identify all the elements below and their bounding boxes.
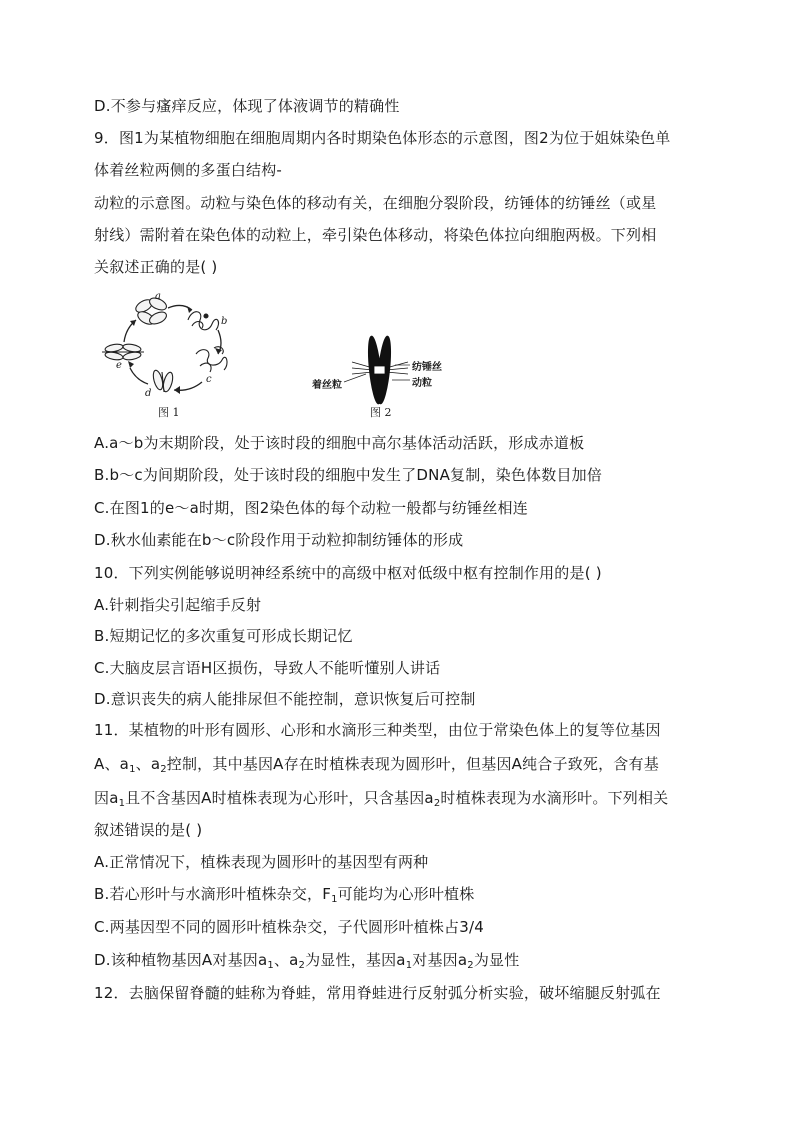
q9-stem-line-4: 射线）需附着在染色体的动粒上，牵引染色体移动，将染色体拉向细胞两极。下列相: [94, 226, 657, 244]
q11-stem-line-1: 11．某植物的叶形有圆形、心形和水滴形三种类型，由位于常染色体上的复等位基因: [94, 721, 661, 739]
q11-option-d: D.该种植物基因A对基因$a_1$、$a_2$为显性，基因$a_1$对基因$a_2$为显性: [94, 951, 520, 971]
figure-2-leader-lines: [340, 360, 410, 390]
q11-stem-line-4: 叙述错误的是( ): [94, 821, 203, 839]
q11-option-c: C.两基因型不同的圆形叶植株杂交，子代圆形叶植株占3/4: [94, 918, 484, 936]
chromosome-stage-a: [134, 296, 169, 327]
figure-2-caption: 图 2: [370, 406, 392, 419]
q11-option-b: B.若心形叶与水滴形叶植株杂交，$F_1$可能均为心形叶植株: [94, 885, 475, 905]
label-centromere: 着丝粒: [312, 380, 342, 391]
q9-stem-line-5: 关叙述正确的是( ): [94, 258, 218, 276]
q10-option-a: A.针刺指尖引起缩手反射: [94, 596, 262, 614]
q10-option-d: D.意识丧失的病人能排尿但不能控制，意识恢复后可控制: [94, 690, 476, 708]
stage-label-e: e: [116, 360, 122, 371]
figure-1-cell-cycle-diagram: [96, 288, 246, 418]
stage-label-a: a: [155, 291, 161, 302]
label-spindle-fiber: 纺锤丝: [412, 362, 442, 373]
q10-option-c: C.大脑皮层言语H区损伤，导致人不能听懂别人讲话: [94, 659, 441, 677]
chromosome-stage-b: [188, 312, 219, 330]
q9-option-b: B.b～c为间期阶段，处于该时段的细胞中发生了DNA复制，染色体数目加倍: [94, 466, 603, 484]
figure-1-caption: 图 1: [158, 406, 180, 419]
stage-label-c: c: [206, 374, 212, 385]
chromosome-stage-c: [196, 347, 227, 372]
chromosome-stage-d: [152, 369, 175, 392]
cycle-arrow-d-e: [130, 368, 148, 384]
q9-stem-line-2: 体着丝粒两侧的多蛋白结构-: [94, 161, 283, 179]
q12-stem-line-1: 12．去脑保留脊髓的蛙称为脊蛙，常用脊蛙进行反射弧分析实验，破坏缩腿反射弧在: [94, 984, 661, 1002]
q11-stem-line-2: A、$a_1$、$a_2$控制，其中基因A存在时植株表现为圆形叶，但基因A纯合子致死，含有基: [94, 755, 659, 775]
q11-stem-line-3: 因$a_1$且不含基因A时植株表现为心形叶，只含基因$a_2$时植株表现为水滴形叶。下列相关: [94, 789, 669, 809]
label-kinetochore: 动粒: [412, 378, 432, 389]
stage-label-b: b: [221, 316, 228, 327]
q11-option-a: A.正常情况下，植株表现为圆形叶的基因型有两种: [94, 853, 429, 871]
q10-stem: 10．下列实例能够说明神经系统中的高级中枢对低级中枢有控制作用的是( ): [94, 564, 602, 582]
q9-option-c: C.在图1的e～a时期，图2染色体的每个动粒一般都与纺锤丝相连: [94, 499, 528, 517]
q9-option-d: D.秋水仙素能在b～c阶段作用于动粒抑制纺锤体的形成: [94, 531, 464, 549]
chromosome-stage-e: [102, 343, 144, 361]
q10-option-b: B.短期记忆的多次重复可形成长期记忆: [94, 627, 353, 645]
stage-label-d: d: [145, 388, 152, 399]
q8-option-d: D.不参与瘙痒反应，体现了体液调节的精确性: [94, 97, 400, 115]
q9-option-a: A.a～b为末期阶段，处于该时段的细胞中高尔基体活动活跃，形成赤道板: [94, 434, 585, 452]
q9-stem-line-1: 9．图1为某植物细胞在细胞周期内各时期染色体形态的示意图，图2为位于姐妹染色单: [94, 129, 671, 147]
q9-stem-line-3: 动粒的示意图。动粒与染色体的移动有关，在细胞分裂阶段，纺锤体的纺锤丝（或星: [94, 194, 657, 212]
